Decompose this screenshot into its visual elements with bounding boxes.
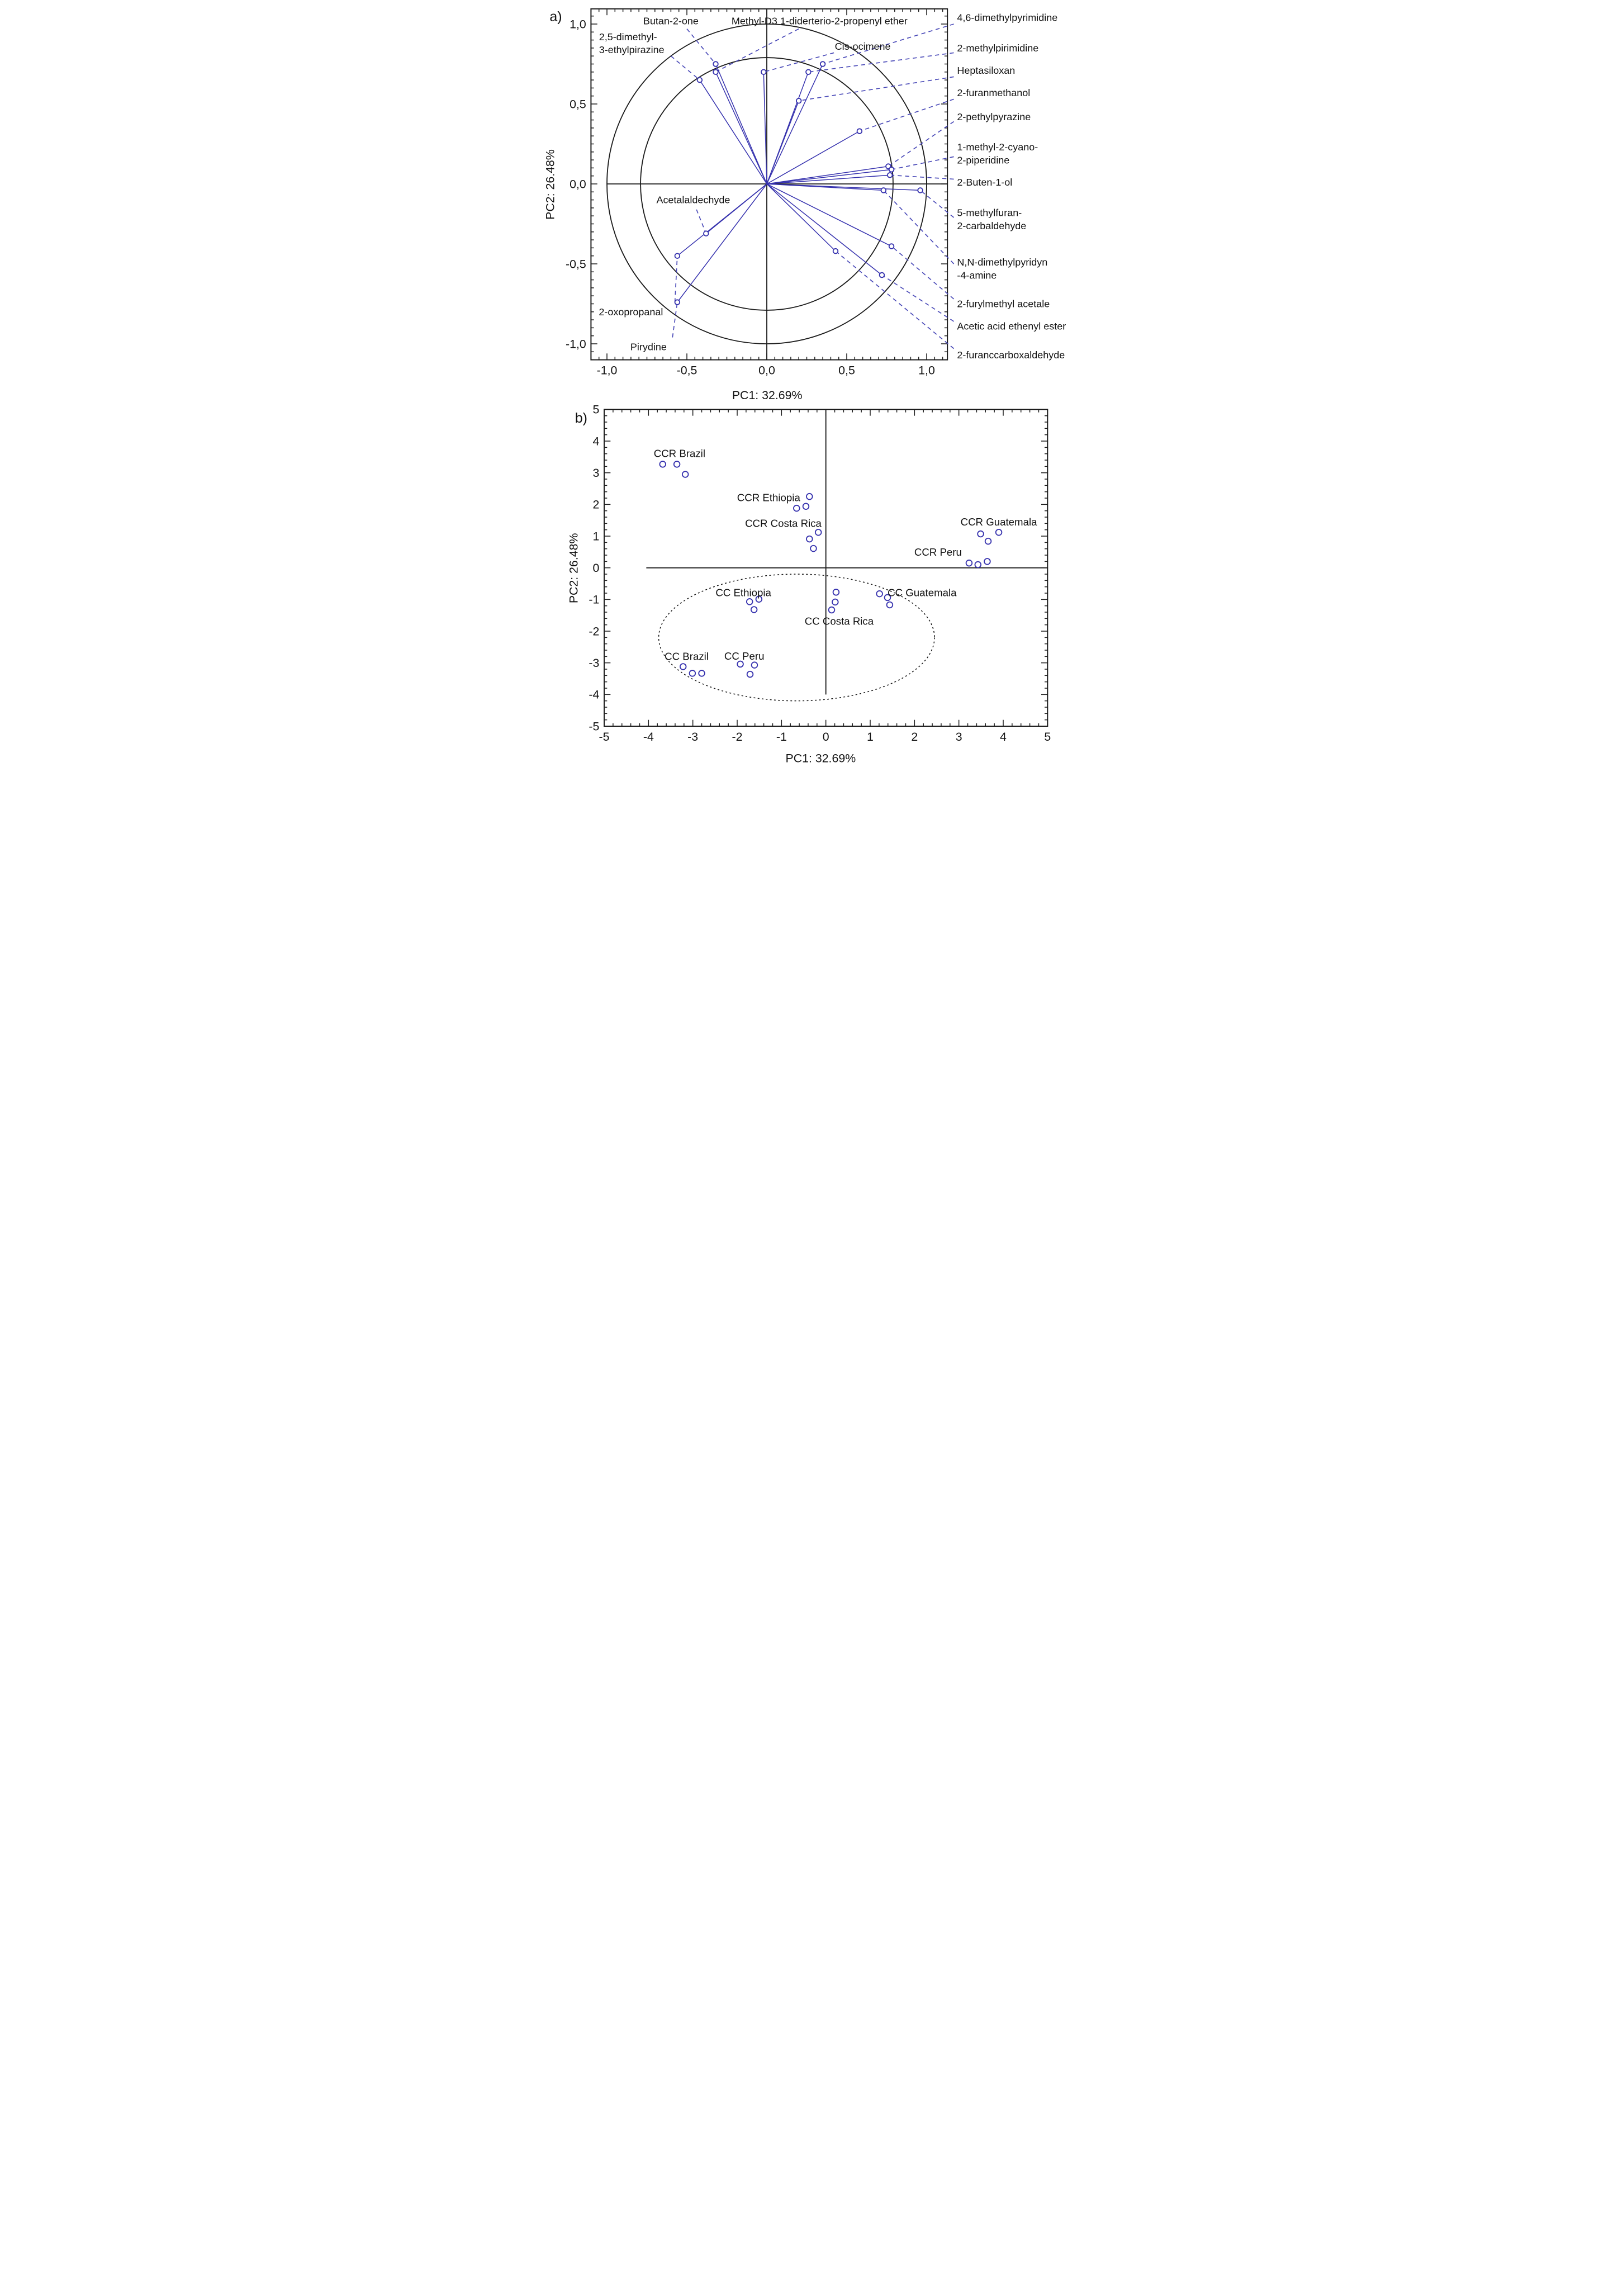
loading-label: 2-oxopropanal	[599, 306, 663, 318]
sample-point	[806, 536, 813, 542]
loading-vector	[715, 64, 767, 183]
loading-point	[806, 69, 811, 74]
y-tick-label: 1,0	[570, 17, 586, 31]
loading-label: 2-pethylpyrazine	[957, 111, 1031, 122]
loading-point	[713, 61, 718, 67]
loading-label: 4,6-dimethylpyrimidine	[957, 12, 1058, 23]
loading-label: 2,5-dimethyl-3-ethylpirazine	[599, 31, 665, 56]
y-tick-label: -0,5	[565, 257, 586, 271]
loading-point	[880, 273, 885, 278]
sample-point	[810, 545, 817, 551]
label-connector	[675, 256, 677, 302]
sample-point	[751, 607, 757, 613]
loading-vector	[767, 184, 884, 190]
panel-b-tag: b)	[575, 410, 587, 426]
loading-point	[857, 129, 862, 134]
loading-label: Butan-2-one	[643, 15, 699, 27]
x-tick-label: -5	[599, 730, 610, 744]
label-connector	[799, 77, 953, 101]
y-axis-title: PC2: 26.48%	[567, 533, 581, 603]
sample-point	[815, 529, 822, 536]
label-connector	[860, 99, 954, 131]
loading-vector	[767, 64, 823, 183]
loading-point	[761, 69, 766, 74]
loading-point	[889, 167, 894, 172]
sample-point	[832, 599, 838, 605]
x-tick-label: -1,0	[596, 363, 618, 377]
x-tick-label: 1,0	[918, 363, 935, 377]
label-connector	[696, 210, 706, 234]
y-tick-label: -3	[589, 656, 600, 670]
loading-vector	[767, 131, 860, 184]
y-tick-label: -2	[589, 624, 600, 638]
x-tick-label: -1	[776, 730, 787, 744]
loading-vector	[767, 167, 888, 184]
x-tick-label: 3	[955, 730, 962, 744]
panel-a-plot	[539, 0, 1079, 401]
loading-label: Acetic acid ethenyl ester	[957, 320, 1066, 332]
sample-point	[803, 503, 809, 509]
label-connector	[890, 175, 953, 179]
sample-point	[752, 662, 758, 668]
loading-label: 2-furanmethanol	[957, 87, 1031, 98]
group-label: CCR Brazil	[653, 447, 706, 460]
loading-vector	[767, 184, 891, 247]
sample-point	[996, 529, 1002, 536]
y-tick-label: 0,0	[570, 177, 586, 191]
loading-vector	[767, 184, 836, 251]
loading-point	[713, 69, 718, 74]
group-label: CC Guatemala	[888, 586, 957, 599]
loading-point	[675, 253, 680, 258]
loading-point	[881, 188, 886, 193]
y-tick-label: 2	[592, 498, 600, 512]
sample-point	[966, 560, 972, 566]
label-connector	[672, 302, 677, 338]
loading-label: 2-Buten-1-ol	[957, 177, 1013, 188]
sample-point	[682, 471, 689, 477]
sample-point	[833, 589, 839, 595]
loading-point	[675, 300, 680, 305]
loading-vector	[715, 72, 767, 184]
x-tick-label: 0	[822, 730, 829, 744]
group-label: CC Brazil	[665, 650, 709, 662]
x-tick-label: 5	[1044, 730, 1051, 744]
group-label: CCR Peru	[914, 546, 962, 558]
sample-point	[806, 493, 813, 499]
sample-point	[985, 538, 991, 544]
label-connector	[891, 247, 954, 299]
x-tick-label: 1	[867, 730, 874, 744]
sample-point	[699, 670, 705, 676]
pca-figure	[539, 0, 1079, 765]
x-tick-label: 2	[911, 730, 918, 744]
sample-point	[887, 602, 893, 608]
group-label: CCR Guatemala	[960, 515, 1037, 528]
sample-point	[984, 558, 990, 565]
sample-point	[829, 607, 835, 613]
sample-point	[674, 461, 680, 467]
x-tick-label: -4	[643, 730, 654, 744]
label-connector	[808, 53, 953, 72]
loading-point	[888, 173, 893, 178]
label-connector	[715, 29, 799, 72]
loading-label: 2-methylpirimidine	[957, 42, 1039, 54]
loading-label: 2-furylmethyl acetale	[957, 298, 1050, 310]
sample-point	[975, 561, 981, 567]
sample-point	[659, 461, 666, 467]
x-tick-label: 0,5	[838, 363, 855, 377]
label-connector	[671, 56, 699, 80]
sample-point	[747, 599, 753, 605]
x-tick-label: -2	[732, 730, 743, 744]
loading-point	[833, 249, 838, 254]
panel-b-plot	[539, 401, 1079, 765]
loading-vector	[700, 80, 767, 184]
loading-label: 1-methyl-2-cyano-2-piperidine	[957, 141, 1038, 166]
label-connector	[884, 190, 954, 264]
y-tick-label: -1	[589, 593, 600, 607]
loading-label: N,N-dimethylpyridyn -4-amine	[957, 257, 1048, 281]
group-label: CCR Ethiopia	[737, 491, 800, 504]
panel-a-tag: a)	[549, 8, 562, 25]
loading-label: 2-furanccarboxaldehyde	[957, 349, 1065, 361]
sample-point	[876, 590, 882, 597]
y-tick-label: 3	[592, 466, 600, 480]
y-tick-label: 4	[592, 434, 600, 448]
group-label: CC Ethiopia	[715, 586, 771, 599]
loading-point	[889, 244, 894, 249]
y-tick-label: 5	[592, 403, 600, 416]
loading-label: Cis-ocimene	[834, 41, 891, 53]
loading-point	[796, 98, 801, 103]
loading-point	[820, 61, 825, 67]
loading-vector	[767, 184, 882, 275]
x-axis-title: PC1: 32.69%	[785, 751, 856, 765]
x-tick-label: -3	[687, 730, 699, 744]
x-tick-label: 4	[1000, 730, 1007, 744]
loading-point	[698, 78, 703, 83]
sample-point	[680, 664, 686, 670]
x-tick-label: 0,0	[758, 363, 775, 377]
y-tick-label: 0	[592, 561, 600, 575]
loading-point	[704, 231, 709, 236]
loading-label: Acetalaldechyde	[656, 194, 730, 206]
panel-a	[539, 0, 1079, 401]
loading-label: Heptasiloxan	[957, 64, 1016, 76]
label-connector	[836, 251, 954, 348]
y-axis-title: PC2: 26.48%	[543, 149, 557, 220]
loading-label: Pirydine	[630, 341, 667, 353]
sample-point	[747, 671, 753, 677]
loading-label: 5-methylfuran-2-carbaldehyde	[957, 207, 1027, 231]
x-tick-label: -0,5	[676, 363, 698, 377]
group-label: CCR Costa Rica	[745, 517, 822, 529]
panel-b	[539, 401, 1079, 765]
label-connector	[888, 121, 953, 166]
y-tick-label: 1	[592, 529, 600, 543]
x-axis-title: PC1: 32.69%	[732, 388, 803, 401]
sample-point	[737, 661, 743, 667]
sample-point	[690, 670, 696, 676]
y-tick-label: -4	[589, 688, 600, 702]
loading-point	[918, 188, 923, 193]
loading-vector	[767, 101, 799, 184]
sample-point	[794, 505, 800, 511]
y-tick-label: 0,5	[570, 97, 586, 111]
loading-label: Methyl-D3 1-diderterio-2-propenyl ether	[731, 15, 908, 27]
group-label: CC Costa Rica	[804, 615, 874, 627]
y-tick-label: -5	[589, 719, 600, 733]
sample-point	[978, 531, 984, 537]
y-tick-label: -1,0	[565, 337, 586, 351]
group-label: CC Peru	[724, 650, 765, 662]
